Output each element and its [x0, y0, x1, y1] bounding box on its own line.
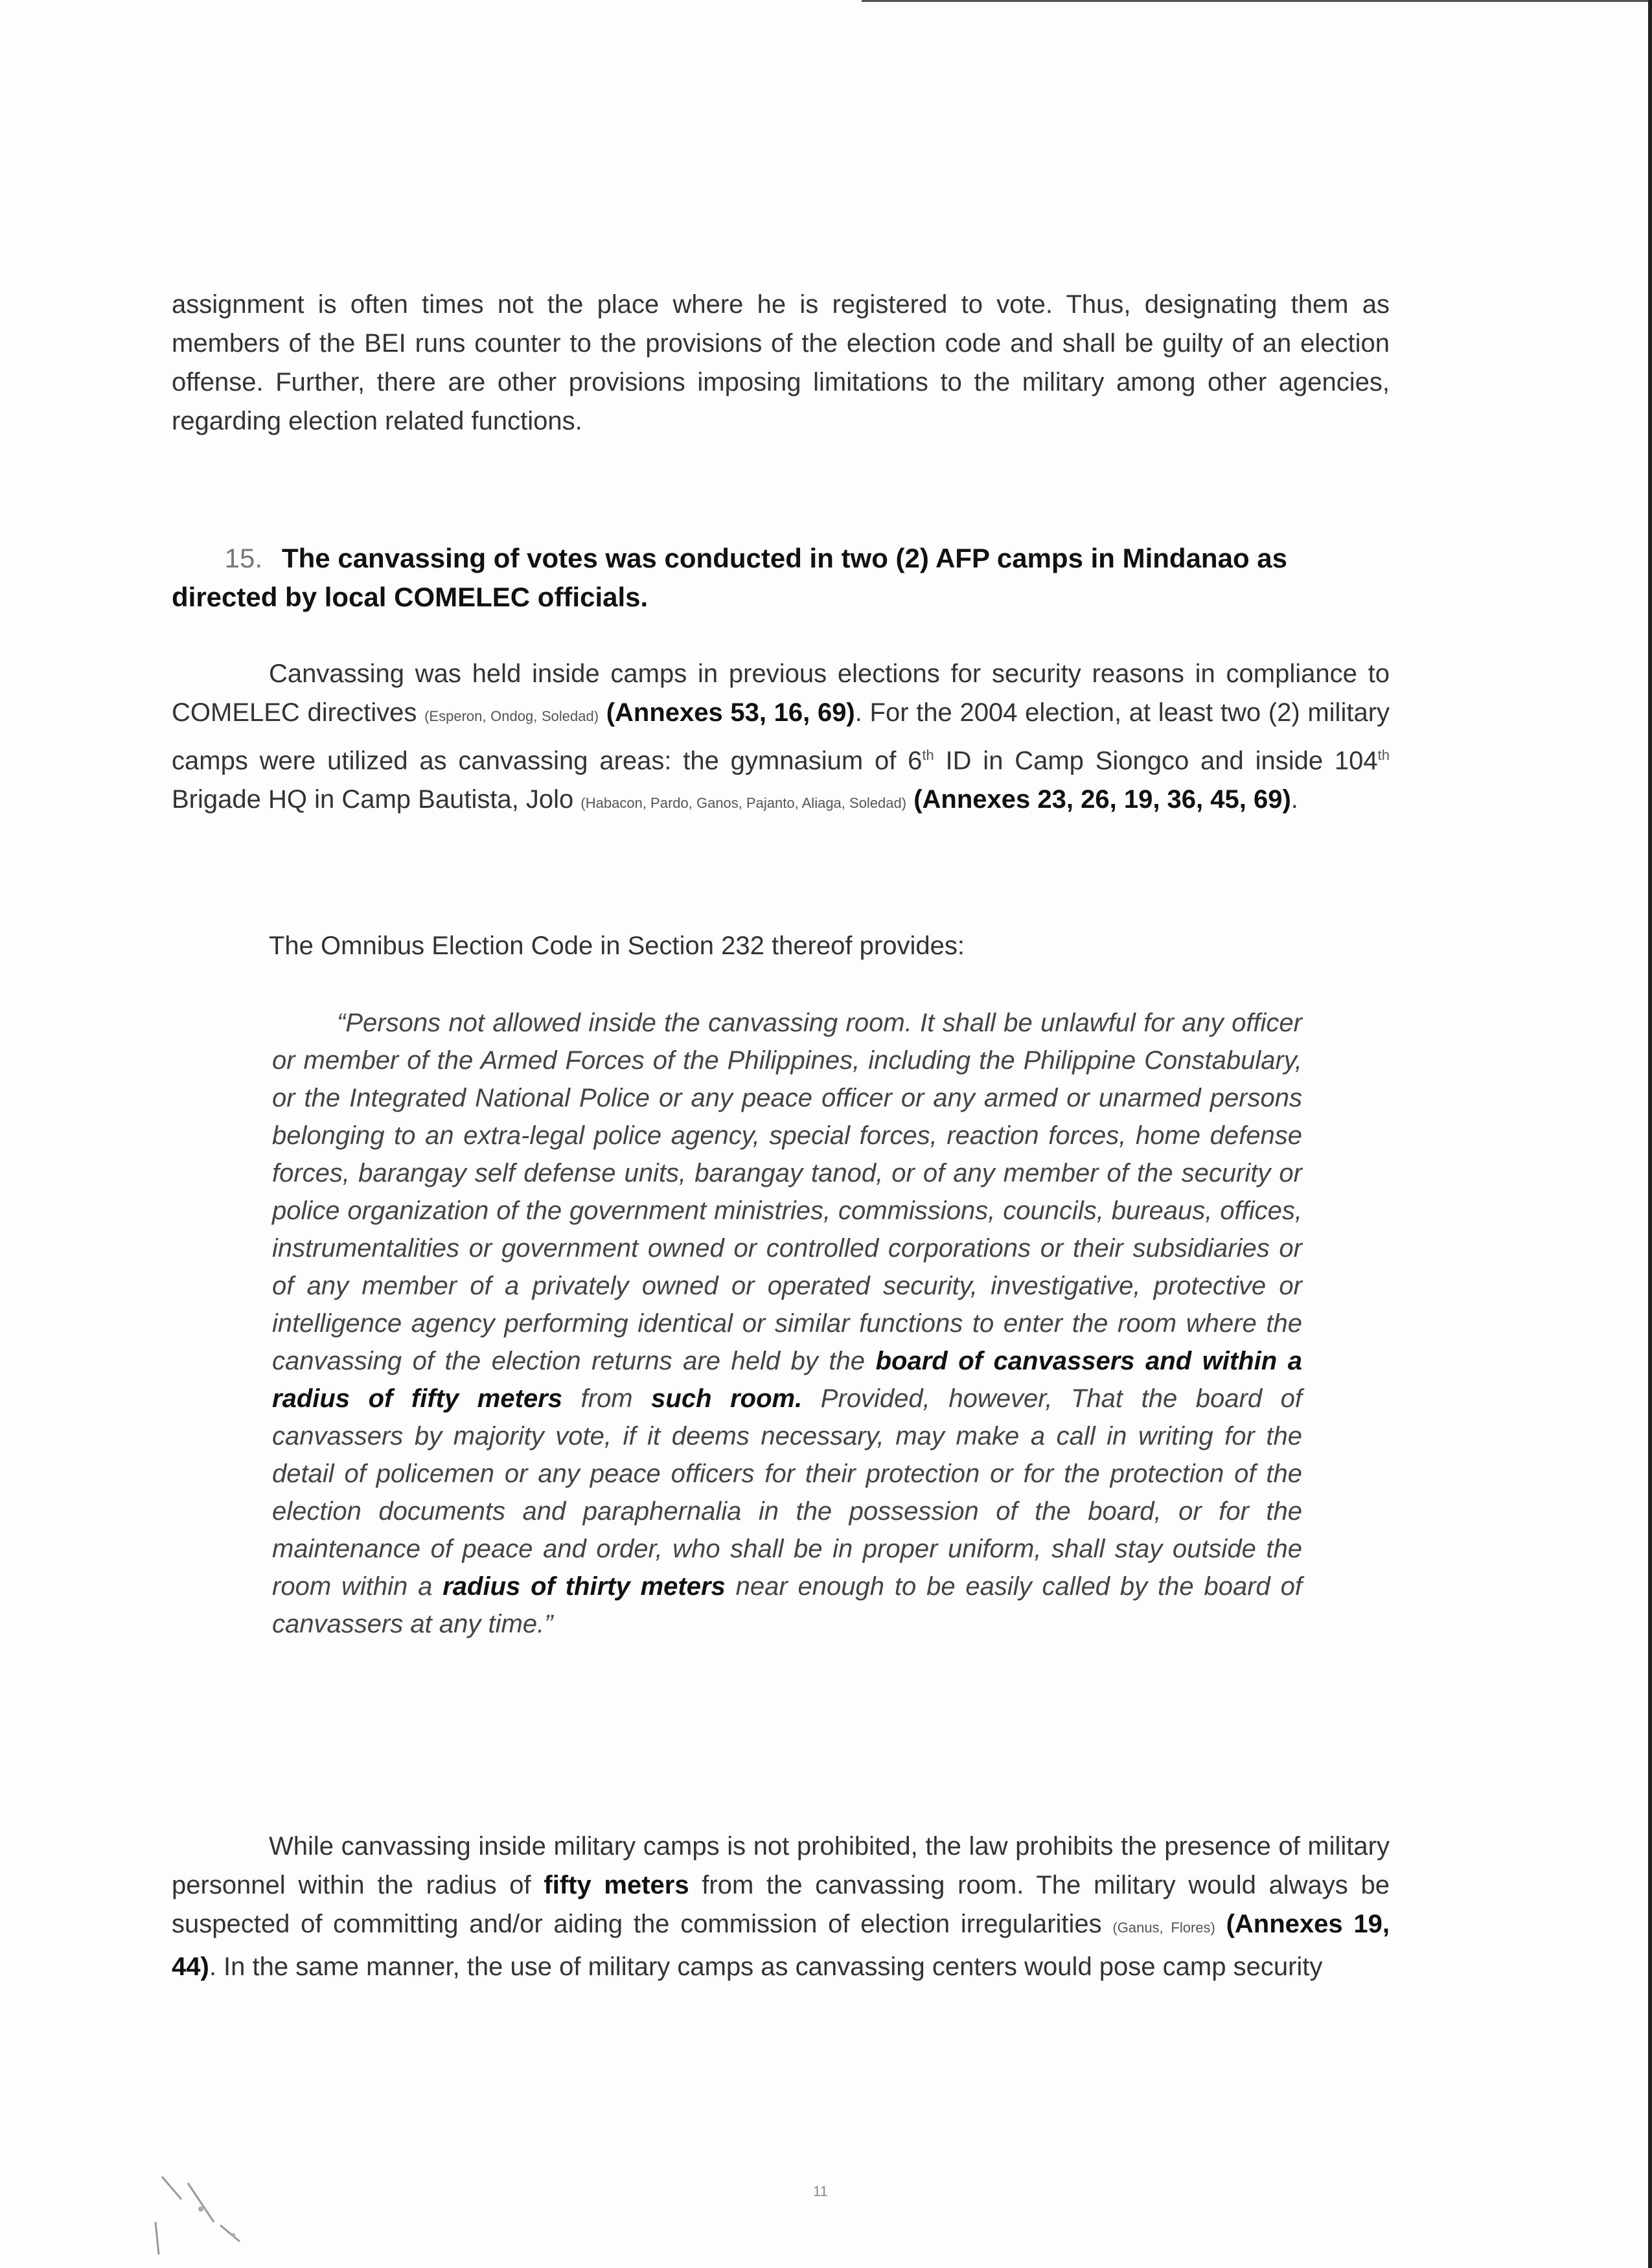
- annex-reference: (Annexes 19, 44): [172, 1910, 1390, 1981]
- quote-text: near enough to be easily called by the board of canvassers at any time.”: [272, 1572, 1302, 1638]
- ordinal-suffix: th: [922, 747, 934, 763]
- paragraph-text: Canvassing was held inside camps in previous elections for security reasons in compliance to COMELEC directives: [172, 659, 1390, 727]
- witness-names: (Habacon, Pardo, Ganos, Pajanto, Aliaga, Soledad): [580, 795, 907, 812]
- paragraph-omnibus: [172, 926, 1390, 965]
- paragraph-continuation: [172, 285, 1390, 441]
- paragraph-text: The Omnibus Election Code in Section 232 thereof provides:: [269, 932, 965, 960]
- scan-noise: [143, 2164, 292, 2261]
- paragraph-canvassing: [172, 654, 1390, 823]
- quoted-provision: [272, 1004, 1302, 1643]
- ordinal-suffix: th: [1377, 747, 1390, 763]
- paragraph-conclusion: [172, 1827, 1390, 1986]
- witness-names: (Ganus, Flores): [1112, 1919, 1215, 1936]
- paragraph-text: While canvassing inside military camps is not prohibited, the law prohibits the presence of military personnel within the radius of: [172, 1832, 1390, 1899]
- annex-reference: (Annexes 23, 26, 19, 36, 45, 69): [913, 785, 1291, 814]
- paragraph-text: from the canvassing room. The military would always be suspected of committing and/or aiding the commission of election irregularities: [172, 1871, 1390, 1938]
- section-heading: [172, 539, 1390, 617]
- witness-names: (Esperon, Ondog, Soledad): [424, 708, 599, 724]
- paragraph-text: .: [1291, 785, 1298, 814]
- annex-reference: (Annexes 53, 16, 69): [606, 698, 855, 727]
- paragraph-text: . In the same manner, the use of military camps as canvassing centers would pose camp security: [209, 1953, 1323, 1981]
- paragraph-text: Brigade HQ in Camp Bautista, Jolo: [172, 785, 574, 814]
- page-mark: 11: [813, 2183, 828, 2199]
- paragraph-text: ID in Camp Siongco and inside 104: [934, 746, 1378, 775]
- quote-text: Provided, however, That the board of canvassers by majority vote, if it deems necessary, may make a call in writing for the detail of policemen or any peace officers for their protection or for the protection of the election documents and paraphernalia in the possession of the board, or for the maintenance of peace and order, who shall be in proper uniform, shall stay outside the room within a: [272, 1384, 1302, 1601]
- section-number: 15.: [224, 543, 262, 573]
- quote-text: “Persons not allowed inside the canvassing room. It shall be unlawful for any officer or member of the Armed Forces of the Philippines, including the Philippine Constabulary, or the Integrated National Police or any peace officer or any armed or unarmed persons belonging to an extra-legal police agency, special forces, reaction forces, home defense forces, barangay self defense units, barangay tanod, or of any member of the security or police organization of the government ministries, commissions, councils, bureaus, offices, instrumentalities or government owned or controlled corporations or their subsidiaries or of any member of a privately owned or operated security, investigative, protective or intelligence agency performing identical or similar functions to enter the room where the canvassing of the election returns are held by the: [272, 1009, 1302, 1375]
- quote-emphasis: radius of thirty meters: [442, 1572, 726, 1601]
- scan-right-edge: [1648, 0, 1652, 2268]
- paragraph-text: . For the 2004 election, at least two (2) military camps were utilized as canvassing areas: the gymnasium of 6: [172, 698, 1390, 775]
- emphasis-text: fifty meters: [544, 1871, 689, 1899]
- scan-top-line: [862, 0, 1652, 2]
- section-heading-text: The canvassing of votes was conducted in two (2) AFP camps in Mindanao as directed by local COMELEC officials.: [172, 543, 1287, 612]
- paragraph-text: assignment is often times not the place where he is registered to vote. Thus, designating them as members of the BEI runs counter to the provisions of the election code and shall be guilty of an election offense. Further, there are other provisions imposing limitations to the military among other agencies, regarding election related functions.: [172, 290, 1390, 435]
- quote-emphasis: such room.: [651, 1384, 803, 1413]
- quote-emphasis: board of canvassers and within a radius of fifty meters: [272, 1347, 1303, 1413]
- quote-text: from: [580, 1384, 633, 1413]
